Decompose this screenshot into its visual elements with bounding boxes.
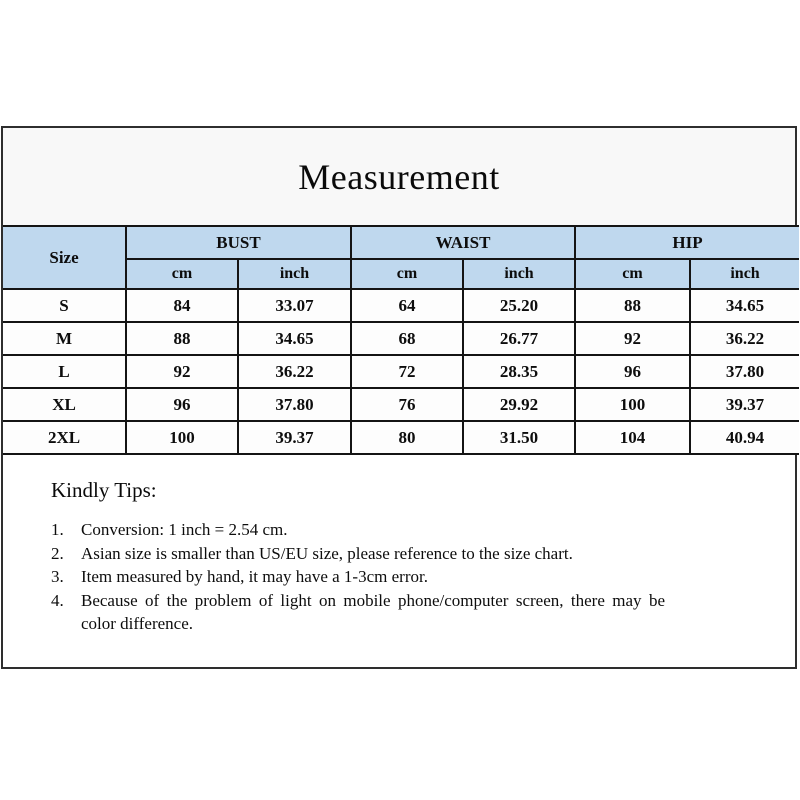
page-title: Measurement [298, 156, 500, 197]
tips-heading: Kindly Tips: [51, 478, 157, 502]
bust-cm-value: 84 [126, 289, 238, 322]
table-row-l [3, 355, 799, 388]
tip-number: 2. [51, 543, 64, 563]
hip-inch-value: 37.80 [690, 355, 799, 388]
bust-cm-value: 96 [126, 388, 238, 421]
size-label: L [3, 355, 126, 388]
table-row-2xl [3, 421, 799, 454]
tip-item [51, 589, 665, 636]
tip-text: Because of the problem of light on mobile phone/computer screen, there may be color difference. [81, 590, 665, 633]
waist-inch-value: 25.20 [463, 289, 575, 322]
tip-number: 4. [51, 590, 64, 610]
hip-inch-value: 34.65 [690, 289, 799, 322]
tip-number: 3. [51, 567, 64, 586]
waist-cm-value: 72 [351, 355, 463, 388]
unit-header-hip-cm: cm [575, 259, 690, 289]
bust-inch-value: 39.37 [238, 421, 351, 454]
tip-item [51, 518, 665, 542]
tips-section [3, 455, 795, 636]
tip-text: Item measured by hand, it may have a 1-3cm error. [81, 567, 428, 586]
tip-text: Conversion: 1 inch = 2.54 cm. [81, 520, 288, 539]
waist-inch-value: 31.50 [463, 421, 575, 454]
bust-inch-value: 34.65 [238, 322, 351, 355]
hip-inch-value: 39.37 [690, 388, 799, 421]
hip-inch-value: 40.94 [690, 421, 799, 454]
measurement-sheet [1, 126, 797, 669]
col-header-bust: BUST [126, 226, 351, 259]
bust-cm-value: 92 [126, 355, 238, 388]
hip-cm-value: 88 [575, 289, 690, 322]
waist-inch-value: 26.77 [463, 322, 575, 355]
col-header-waist: WAIST [351, 226, 575, 259]
tip-item [51, 565, 665, 589]
hip-inch-value: 36.22 [690, 322, 799, 355]
table-row-s [3, 289, 799, 322]
tip-text: Asian size is smaller than US/EU size, please reference to the size chart. [81, 543, 573, 563]
waist-cm-value: 80 [351, 421, 463, 454]
bust-inch-value: 36.22 [238, 355, 351, 388]
size-label: S [3, 289, 126, 322]
unit-header-waist-inch: inch [463, 259, 575, 289]
size-label: M [3, 322, 126, 355]
waist-cm-value: 64 [351, 289, 463, 322]
table-row-m [3, 322, 799, 355]
bust-cm-value: 88 [126, 322, 238, 355]
col-header-size: Size [3, 226, 126, 289]
tip-item [51, 542, 665, 566]
tip-number: 1. [51, 520, 64, 539]
waist-inch-value: 29.92 [463, 388, 575, 421]
bust-inch-value: 37.80 [238, 388, 351, 421]
table-header-group-row [3, 226, 799, 259]
bust-cm-value: 100 [126, 421, 238, 454]
hip-cm-value: 100 [575, 388, 690, 421]
bust-inch-value: 33.07 [238, 289, 351, 322]
hip-cm-value: 96 [575, 355, 690, 388]
unit-header-bust-inch: inch [238, 259, 351, 289]
hip-cm-value: 104 [575, 421, 690, 454]
unit-header-bust-cm: cm [126, 259, 238, 289]
unit-header-hip-inch: inch [690, 259, 799, 289]
col-header-hip: HIP [575, 226, 799, 259]
size-table [3, 225, 799, 455]
waist-cm-value: 76 [351, 388, 463, 421]
hip-cm-value: 92 [575, 322, 690, 355]
waist-cm-value: 68 [351, 322, 463, 355]
waist-inch-value: 28.35 [463, 355, 575, 388]
tips-list [51, 518, 665, 636]
size-label: XL [3, 388, 126, 421]
table-row-xl [3, 388, 799, 421]
unit-header-waist-cm: cm [351, 259, 463, 289]
size-label: 2XL [3, 421, 126, 454]
title-band [3, 128, 795, 225]
